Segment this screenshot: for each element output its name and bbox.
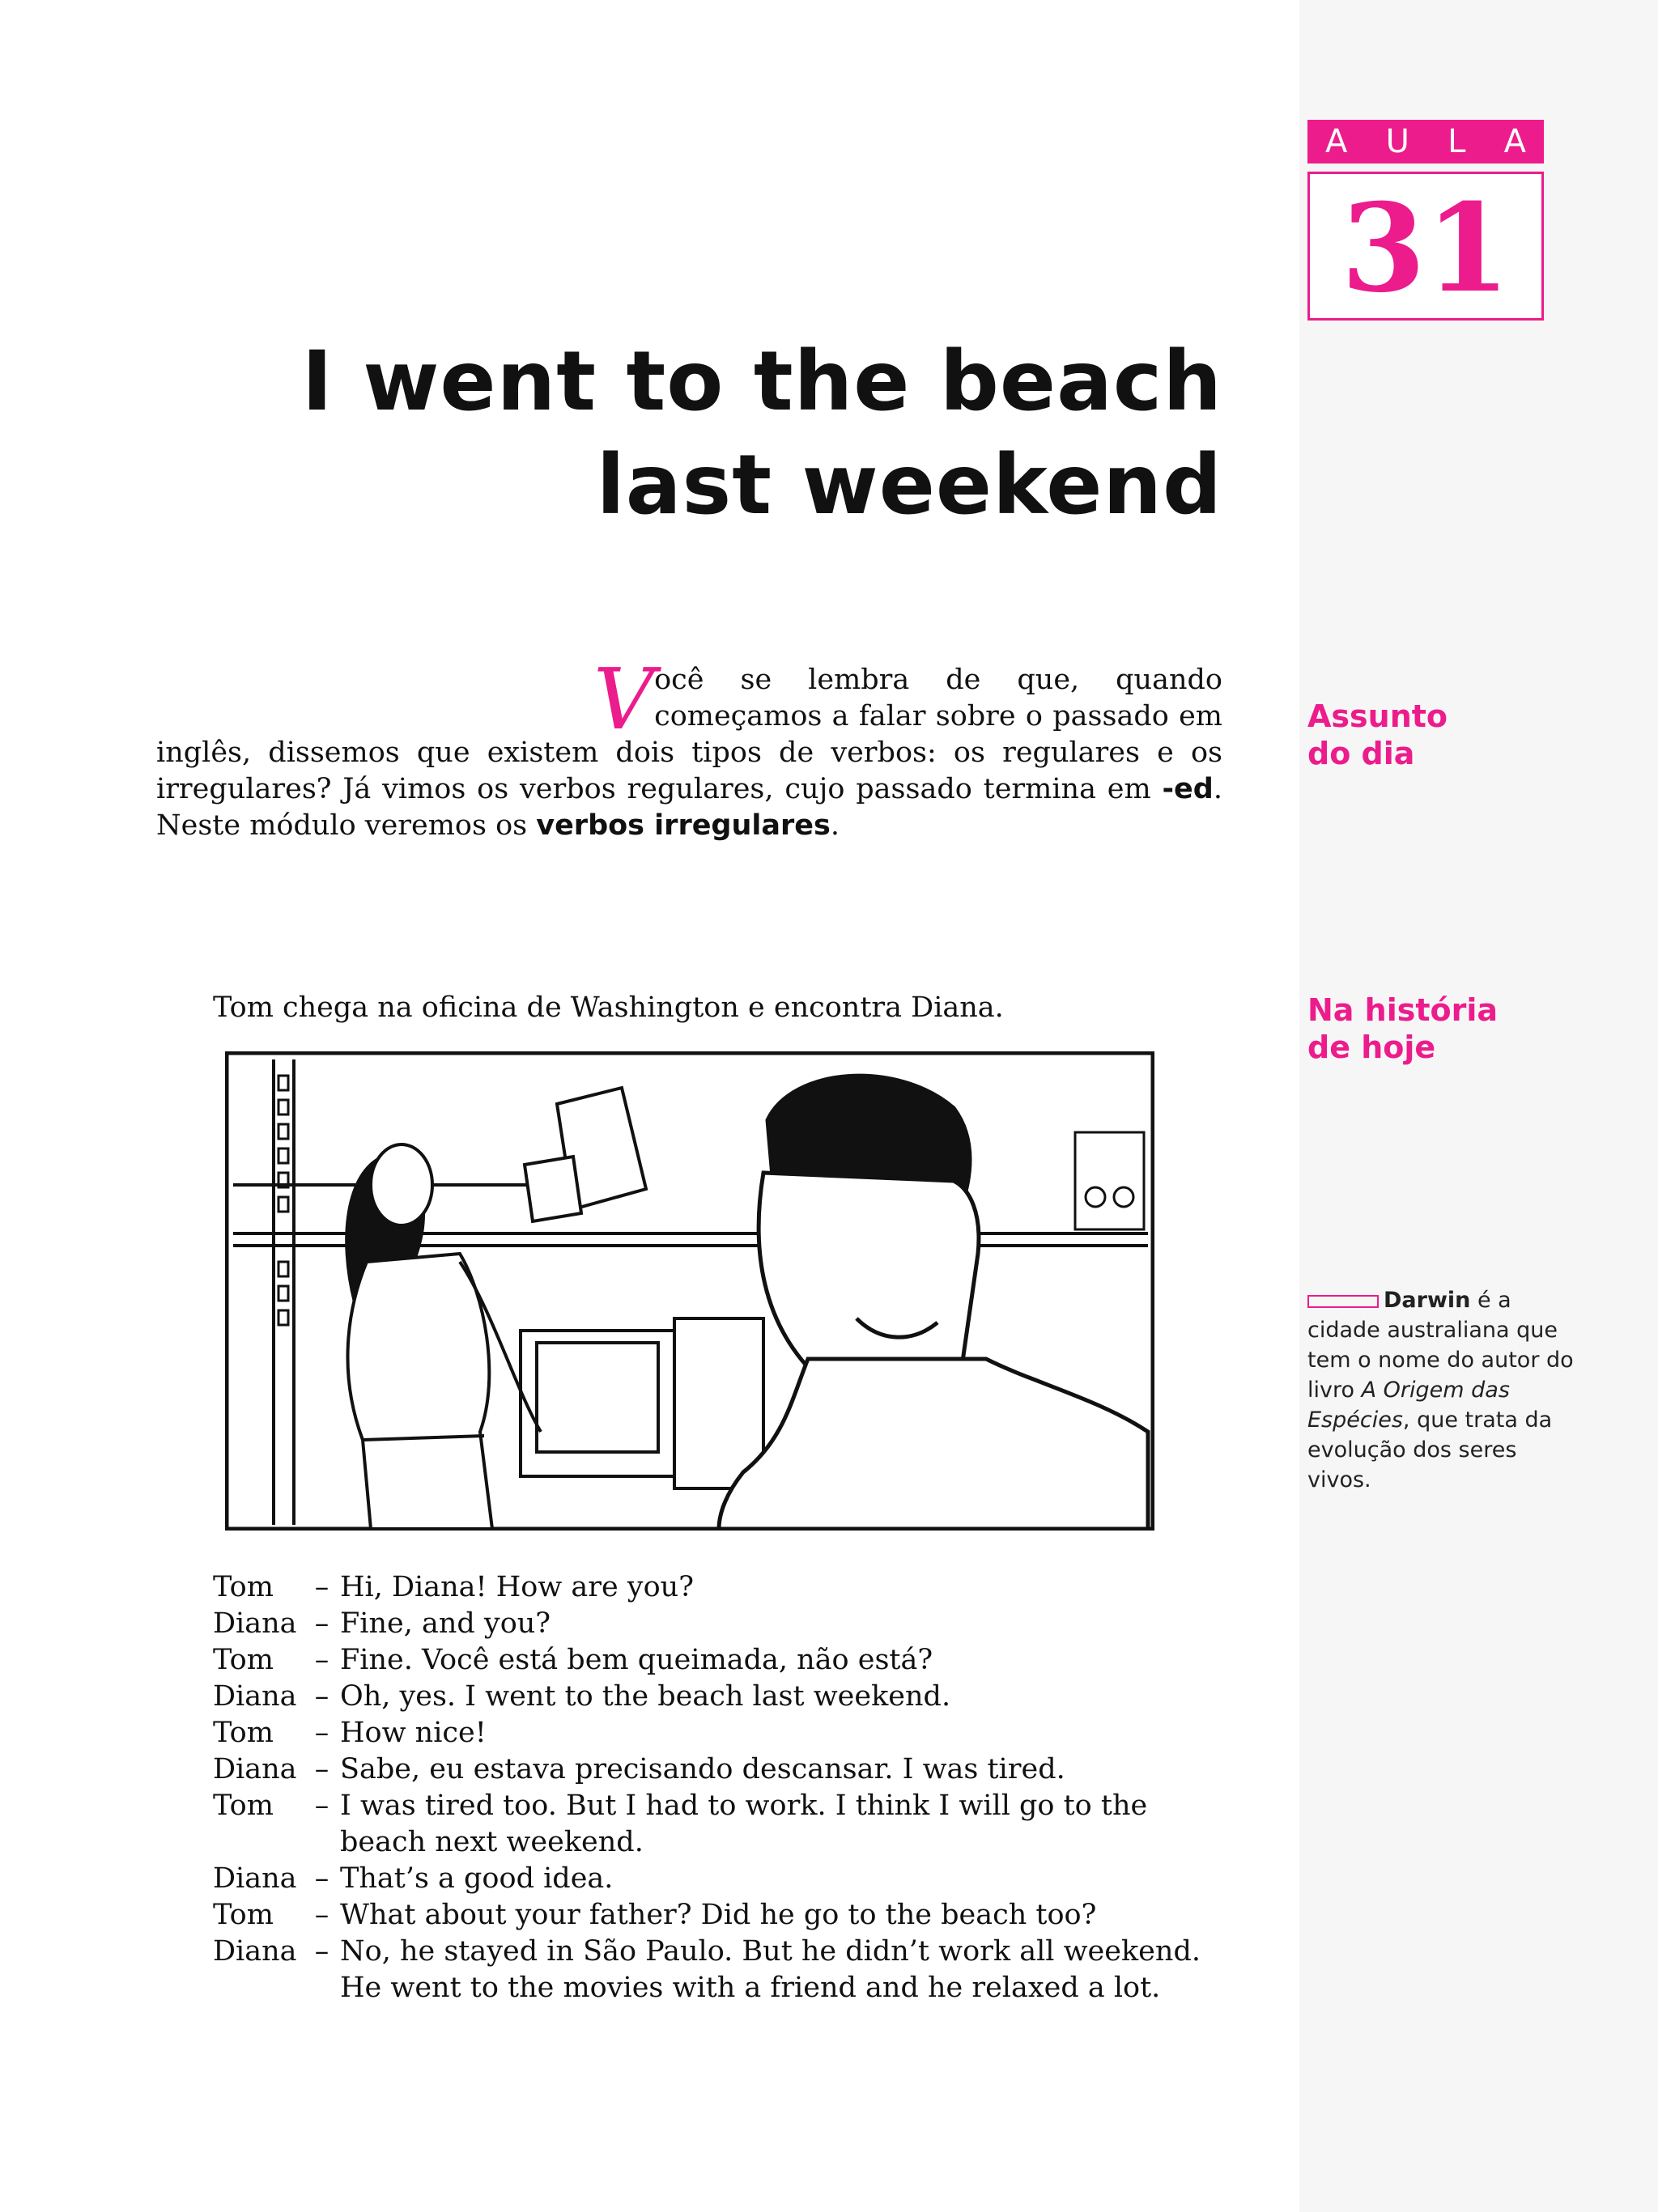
aula-letter: A xyxy=(1503,123,1526,160)
section-heading-assunto xyxy=(1307,698,1615,772)
speaker: Tom xyxy=(213,1790,274,1822)
speaker: Diana xyxy=(213,1862,297,1895)
sidebar-background xyxy=(1299,0,1658,2212)
intro-text: . xyxy=(830,809,840,842)
speaker: Diana xyxy=(213,1607,297,1640)
dialogue-line xyxy=(213,1642,1225,1679)
speech: How nice! xyxy=(340,1717,487,1749)
intro-text: ocê se lembra de que, quando começamos a falar sobre o passado em inglês, dissemos que existem dois tipos de verbos: os regulares e os irregulares? Já vimos os verbos regulares, cujo passado termina em xyxy=(156,664,1222,805)
intro-bold-term: verbos irregulares xyxy=(536,809,831,842)
speech: Hi, Diana! How are you? xyxy=(340,1571,694,1603)
section-heading-historia xyxy=(1307,991,1615,1066)
comic-illustration xyxy=(225,1051,1154,1531)
intro-bold-suffix: -ed xyxy=(1162,773,1214,805)
speech: I was tired too. But I had to work. I think I will go to the beach next weekend. xyxy=(340,1790,1148,1858)
intro-text: . Neste módulo veremos os xyxy=(156,773,1222,842)
speaker: Diana xyxy=(213,1935,297,1968)
drop-cap: V xyxy=(593,650,655,749)
dash: – xyxy=(314,1571,329,1603)
dash: – xyxy=(314,1644,329,1676)
note-bold: Darwin xyxy=(1384,1288,1471,1313)
aula-letter: A xyxy=(1325,123,1348,160)
dialogue-line xyxy=(213,1861,1225,1897)
note-marker xyxy=(1307,1295,1379,1308)
dialogue xyxy=(213,1569,1225,2006)
aula-letter: L xyxy=(1448,123,1466,160)
speech: Fine. Você está bem queimada, não está? xyxy=(340,1644,933,1676)
electronics-shape xyxy=(1075,1132,1144,1229)
dialogue-line xyxy=(213,1751,1225,1788)
speaker: Tom xyxy=(213,1571,274,1603)
tv-shape xyxy=(521,1318,763,1488)
note-book-title: A Origem das Espécies xyxy=(1307,1378,1510,1433)
dialogue-line xyxy=(213,1715,1225,1751)
speech: Oh, yes. I went to the beach last weekend. xyxy=(340,1680,951,1713)
dash: – xyxy=(314,1753,329,1785)
dash: – xyxy=(314,1717,329,1749)
dash: – xyxy=(314,1607,329,1640)
speaker: Diana xyxy=(213,1680,297,1713)
title-line-2: last weekend xyxy=(596,437,1222,533)
dash: – xyxy=(314,1862,329,1895)
dash: – xyxy=(314,1899,329,1931)
speech: No, he stayed in São Paulo. But he didn’t work all weekend. He went to the movies with a friend and he relaxed a lot. xyxy=(340,1935,1201,2004)
dash: – xyxy=(314,1935,329,1968)
page-title xyxy=(243,330,1222,537)
dialogue-line xyxy=(213,1934,1225,2006)
intro-paragraph xyxy=(156,650,1222,844)
dialogue-line xyxy=(213,1679,1225,1715)
speech: What about your father? Did he go to the beach too? xyxy=(340,1899,1097,1931)
heading-line: de hoje xyxy=(1307,1030,1436,1065)
speaker: Tom xyxy=(213,1717,274,1749)
speaker: Tom xyxy=(213,1899,274,1931)
lesson-number: 31 xyxy=(1307,172,1544,321)
speech: Sabe, eu estava precisando descansar. I was tired. xyxy=(340,1753,1065,1785)
dialogue-line xyxy=(213,1569,1225,1606)
dash: – xyxy=(314,1790,329,1822)
heading-line: Assunto xyxy=(1307,698,1448,734)
dialogue-line xyxy=(213,1606,1225,1642)
dialogue-line xyxy=(213,1897,1225,1934)
story-intro: Tom chega na oficina de Washington e encontra Diana. xyxy=(213,991,1004,1024)
sidebar-note xyxy=(1307,1285,1575,1495)
aula-letter: U xyxy=(1385,123,1409,160)
speaker: Tom xyxy=(213,1644,274,1676)
speech: Fine, and you? xyxy=(340,1607,551,1640)
speaker: Diana xyxy=(213,1753,297,1785)
dash: – xyxy=(314,1680,329,1713)
dialogue-line xyxy=(213,1788,1225,1861)
note-text: , que trata da evolução dos seres vivos. xyxy=(1307,1407,1553,1492)
note-text: é a cidade australiana que tem o nome do autor do livro xyxy=(1307,1288,1574,1403)
heading-line: Na história xyxy=(1307,992,1499,1028)
heading-line: do dia xyxy=(1307,736,1415,771)
aula-label xyxy=(1307,120,1544,163)
speech: That’s a good idea. xyxy=(340,1862,614,1895)
title-line-1: I went to the beach xyxy=(301,333,1222,430)
